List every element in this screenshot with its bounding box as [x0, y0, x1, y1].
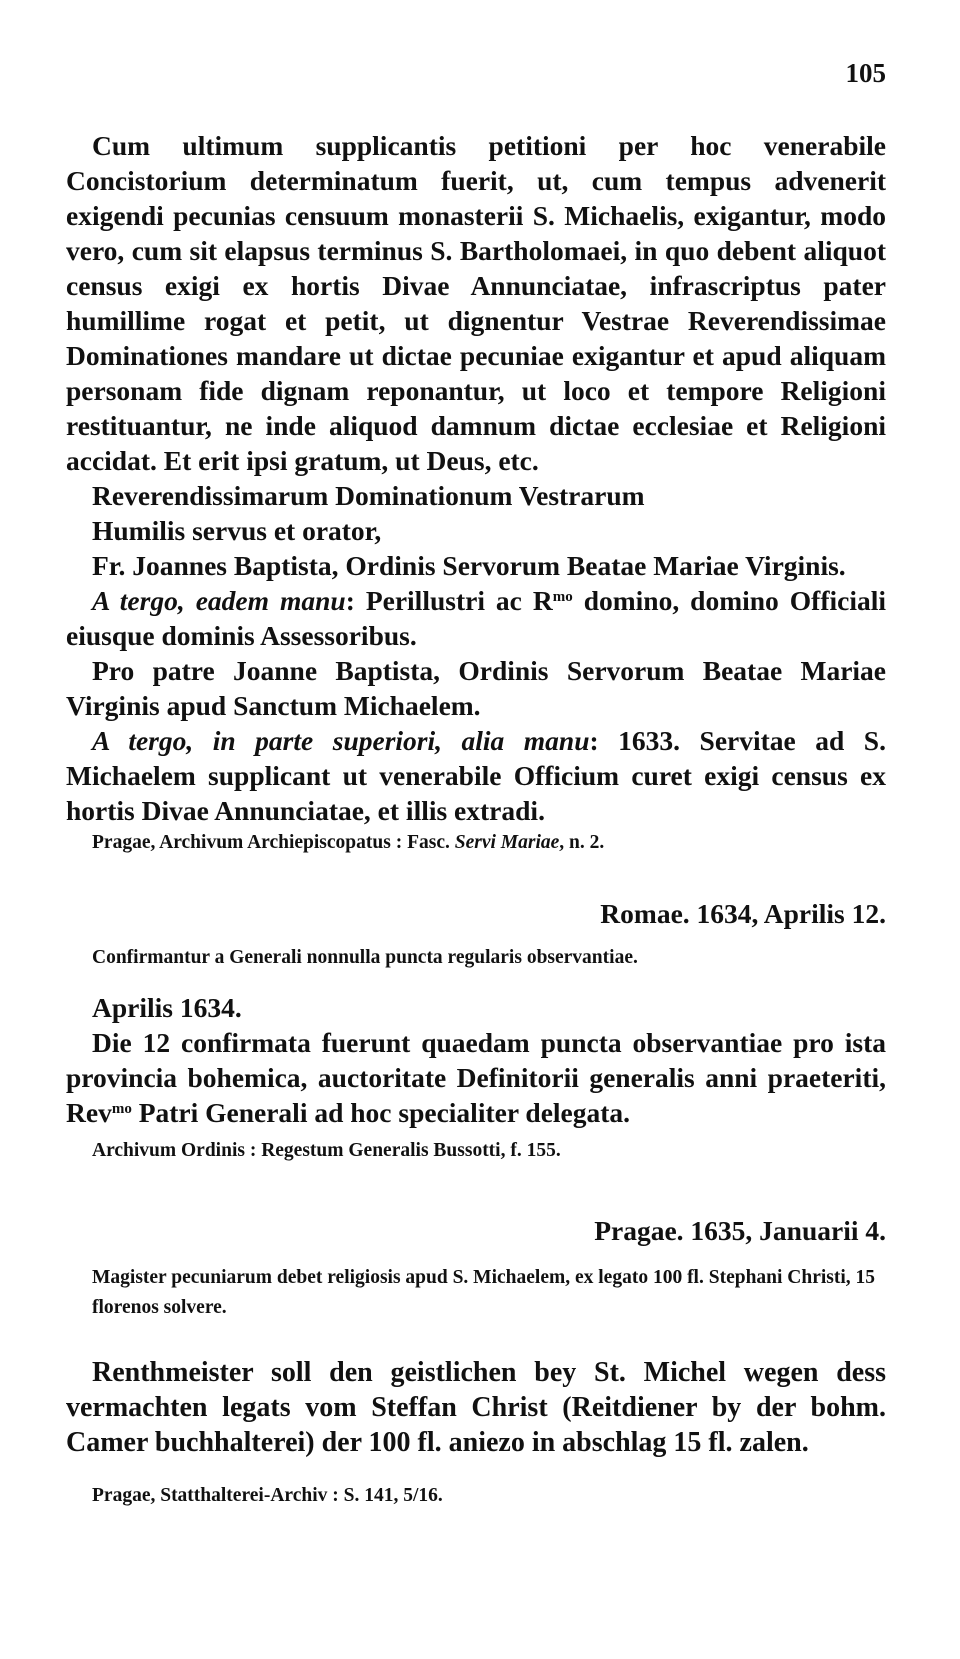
doc2-source: Archivum Ordinis : Regestum Generalis Bussotti, f. 155. [92, 1140, 561, 1161]
doc1-closing-line-1: Reverendissimarum Dominationum Vestrarum [92, 480, 645, 511]
doc3-body [66, 1355, 886, 1460]
doc1-tergo-note-1 [66, 583, 886, 653]
tergo2-label: A tergo, in parte superiori, alia manu [92, 725, 590, 756]
doc1-signature: Fr. Joannes Baptista, Ordinis Servorum Beatae Mariae Virginis. [92, 550, 846, 581]
tergo-label: A tergo, eadem manu [92, 585, 346, 616]
tergo-text-rest: domino, domino Officiali eiusque dominis Assessoribus. [66, 585, 887, 651]
doc3-paragraph: Renthmeister soll den geistlichen bey St. Michel wegen dess vermachten legats vom Steffan Christ (Reitdiener by der bohm. Camer buchhalterei) der 100 fl. aniezo in abschlag 15 fl. zalen. [66, 1357, 886, 1458]
tergo-text: : Perillustri ac R [345, 585, 553, 616]
doc2-line-date: Aprilis 1634. [92, 992, 242, 1023]
doc3-regest: Magister pecuniarum debet religiosis apud S. Michaelem, ex legato 100 fl. Stephani Christi, 15 florenos solvere. [92, 1267, 876, 1318]
doc2-body [66, 990, 886, 1130]
doc1-body [66, 128, 886, 828]
source-text: Pragae, Archivum Archiepiscopatus : Fasc. [92, 832, 455, 853]
source-text-end: , n. 2. [559, 832, 605, 853]
tergo-superscript: mo [552, 589, 573, 605]
source-italic: Servi Mariae [454, 832, 560, 853]
doc1-closing-line-2: Humilis servus et orator, [92, 515, 382, 546]
doc2-superscript: mo [111, 1101, 132, 1117]
page-number: 105 [845, 58, 886, 88]
doc1-source [92, 832, 604, 854]
doc2-paragraph [66, 1025, 886, 1130]
doc2-text-rest: Patri Generali ad hoc specialiter delegata. [131, 1097, 631, 1128]
doc1-pro-patre: Pro patre Joanne Baptista, Ordinis Servorum Beatae Mariae Virginis apud Sanctum Michaelem. [66, 655, 886, 721]
tergo2-text: : 1633. Servitae ad S. Michaelem supplicant ut venerabile Officium curet exigi census ex hortis Divae Annunciatae, et illis extradi. [66, 725, 886, 826]
doc3-date-heading: Pragae. 1635, Januarii 4. [594, 1215, 886, 1246]
doc1-tergo-note-2 [66, 723, 886, 828]
doc3-source: Pragae, Statthalterei-Archiv : S. 141, 5/16. [92, 1485, 443, 1506]
doc2-regest: Confirmantur a Generali nonnulla puncta regularis observantiae. [92, 947, 638, 968]
doc2-text: Die 12 confirmata fuerunt quaedam puncta observantiae pro ista provincia bohemica, auctoritate Definitorii generalis anni praeteriti, Rev [66, 1027, 886, 1128]
doc2-date-heading: Romae. 1634, Aprilis 12. [600, 898, 886, 929]
doc1-paragraph: Cum ultimum supplicantis petitioni per hoc venerabile Concistorium determinatum fuerit, ut, cum tempus advenerit exigendi pecunias censuum monasterii S. Michaelis, exigantur, modo vero, cum sit elapsus terminus S. Bartholomaei, in quo debent aliquot census exigi ex hortis Divae Annunciatae, infrascriptus pater humillime rogat et petit, ut dignentur Vestrae Reverendissimae Dominationes mandare ut dictae pecuniae exigantur et apud aliquam personam fide dignam reponantur, ut loco et tempore Religioni restituantur, ne inde aliquod damnum dictae ecclesiae et Religioni accidat. Et erit ipsi gratum, ut Deus, etc. [66, 130, 886, 476]
